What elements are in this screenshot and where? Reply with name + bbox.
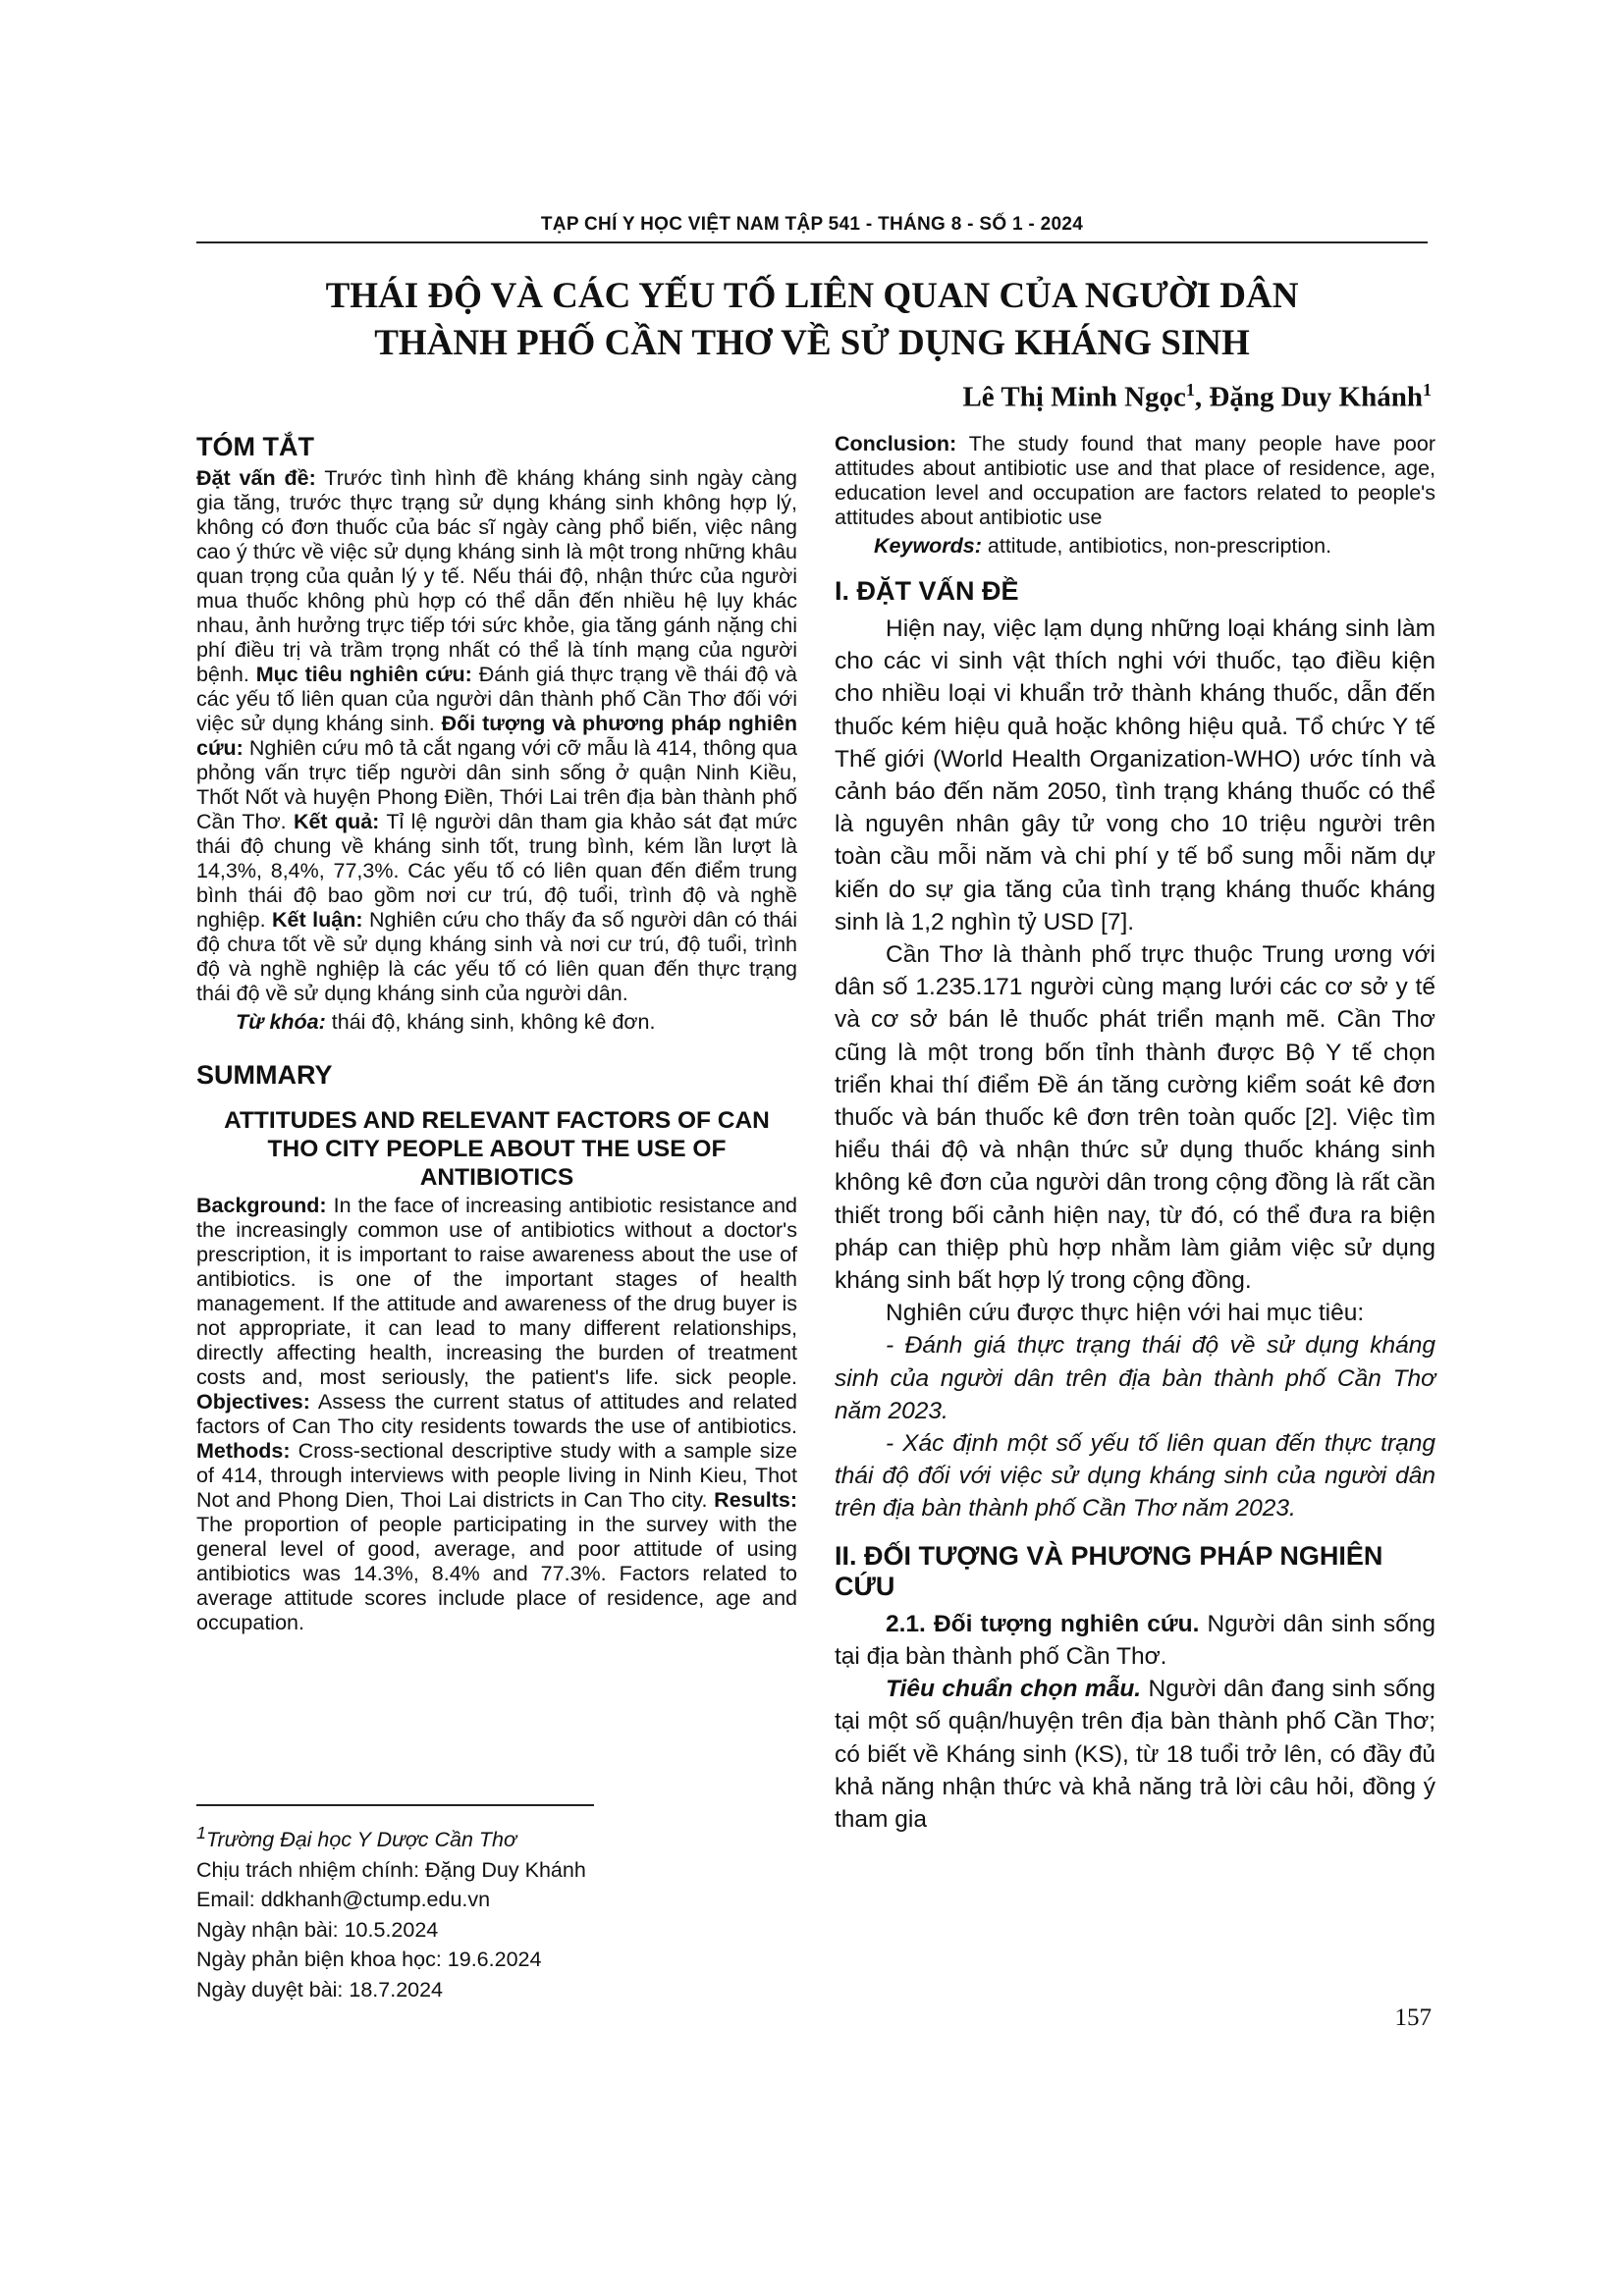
paragraph <box>835 1673 1435 1836</box>
abstract-text: In the face of increasing antibiotic resistance and the increasingly common use of antibiotics without a doctor's prescription, it is important to raise awareness about the use of antibiotics. is one of the important stages of health management. If the attitude and awareness of the drug buyer is not appropriate, it can lead to many different relationships, directly affecting health, increasing the burden of treatment costs and, most seriously, the patient's life. sick people. <box>196 1194 797 1389</box>
paragraph: Nghiên cứu được thực hiện với hai mục tiêu: <box>886 1300 1365 1327</box>
accepted-date: Ngày duyệt bài: 18.7.2024 <box>196 1977 444 2002</box>
abstract-label: Conclusion: <box>835 432 957 455</box>
affiliation-text: Trường Đại học Y Dược Cần Thơ <box>205 1828 516 1852</box>
abstract-label: Methods: <box>196 1439 291 1463</box>
page-number: 157 <box>1394 2004 1432 2031</box>
abstract-en-body <box>196 1194 797 1635</box>
affiliation-note <box>196 1818 797 1855</box>
affiliation-mark: 1 <box>196 1823 206 1842</box>
abstract-text: Trước tình hình đề kháng kháng sinh ngày càng gia tăng, trước thực trạng sử dụng kháng sinh không hợp lý, không có đơn thuốc của bác sĩ ngày càng phổ biến, việc nâng cao ý thức về việc sử dụng kháng sinh là một trong những khâu quan trọng của quản lý y tế. Nếu thái độ, nhận thức của người mua thuốc không phù hợp có thể dẫn đến nhiều hệ lụy khác nhau, ảnh hưởng trực tiếp tới sức khỏe, gia tăng gánh nặng chi phí điều trị và trầm trọng nhất có thể là tính mạng của người bệnh. <box>196 466 798 686</box>
left-column <box>196 432 797 1635</box>
abstract-vi-body <box>196 466 797 1006</box>
abstract-text: Tỉ lệ người dân tham gia khảo sát đạt mức thái độ chung về kháng sinh tốt, trung bình, kém lần lượt là 14,3%, 8,4%, 77,3%. Các yếu tố có liên quan đến điểm trung bình thái độ bao gồm nơi cư trú, độ tuổi, trình độ và nghề nghiệp. <box>196 810 798 932</box>
footnotes <box>196 1818 797 2004</box>
title-line-1: THÁI ĐỘ VÀ CÁC YẾU TỐ LIÊN QUAN CỦA NGƯỜI DÂN <box>325 276 1299 316</box>
abstract-text: Nghiên cứu cho thấy đa số người dân có thái độ chưa tốt về sử dụng kháng sinh và nơi cư trú, độ tuổi, trình độ và nghề nghiệp là các yếu tố có liên quan đến thực trạng thái độ về sử dụng kháng sinh của người dân. <box>196 908 797 1005</box>
corresponding-author: Chịu trách nhiệm chính: Đặng Duy Khánh <box>196 1857 586 1882</box>
abstract-label: Đặt vấn đề: <box>196 466 316 490</box>
author-name: Lê Thị Minh Ngọc <box>962 381 1186 413</box>
abstract-label: Background: <box>196 1194 327 1217</box>
abstract-text: The study found that many people have poor attitudes about antibiotic use and that place of residence, age, education level and occupation are factors related to people's attitudes about antibiotic use <box>835 432 1435 529</box>
keywords-text: thái độ, kháng sinh, không kê đơn. <box>325 1010 656 1034</box>
title-line-2: THÀNH PHỐ CẦN THƠ VỀ SỬ DỤNG KHÁNG SINH <box>374 323 1250 363</box>
subsection-label: 2.1. Đối tượng nghiên cứu. <box>886 1610 1200 1637</box>
article-title <box>196 273 1428 367</box>
right-column <box>835 432 1435 1836</box>
abstract-en-continued <box>835 432 1435 530</box>
keywords-label: Từ khóa: <box>236 1010 326 1034</box>
header-divider <box>196 241 1428 243</box>
abstract-label: Mục tiêu nghiên cứu: <box>255 663 472 686</box>
paragraph <box>835 1608 1435 1673</box>
section-2-heading: II. ĐỐI TƯỢNG VÀ PHƯƠNG PHÁP NGHIÊN CỨU <box>835 1540 1383 1601</box>
abstract-label: Kết luận: <box>272 908 363 932</box>
author-separator: , <box>1194 381 1210 413</box>
author-affiliation-mark: 1 <box>1423 380 1432 400</box>
abstract-en-heading: SUMMARY <box>196 1060 333 1090</box>
criteria-label: Tiêu chuẩn chọn mẫu. <box>886 1676 1142 1703</box>
abstract-text: Đánh giá thực trạng về thái độ và các yếu tố liên quan của người dân thành phố Cần Thơ đối với việc sử dụng kháng sinh. <box>196 663 797 735</box>
abstract-text: The proportion of people participating in the survey with the general level of good, average, and poor attitude of using antibiotics was 14.3%, 8.4% and 77.3%. Factors related to average attitude scores include place of residence, age and occupation. <box>196 1513 797 1634</box>
abstract-text: Cross-sectional descriptive study with a sample size of 414, through interviews with people living in Ninh Kieu, Thot Not and Phong Dien, Thoi Lai districts in Can Tho city. <box>196 1439 797 1512</box>
keywords-text: attitude, antibiotics, non-prescription. <box>981 534 1332 558</box>
abstract-text: Assess the current status of attitudes and related factors of Can Tho city residents towards the use of antibiotics. <box>196 1390 797 1438</box>
paragraph: Cần Thơ là thành phố trực thuộc Trung ương với dân số 1.235.171 người cùng mạng lưới các cơ sở y tế và cơ sở bán lẻ thuốc phát triển mạnh mẽ. Cần Thơ cũng là một trong bốn tỉnh thành được Bộ Y tế chọn triển khai thí điểm Đề án tăng cường kiểm soát kê đơn thuốc và bán thuốc kê đơn trên toàn quốc [2]. Việc tìm hiểu thái độ và nhận thức sử dụng thuốc kháng sinh không kê đơn của người dân trong cộng đồng là rất cần thiết trong bối cảnh hiện nay, từ đó, có thể đưa ra biện pháp can thiệp phù hợp nhằm làm giảm việc sử dụng kháng sinh bất hợp lý trong cộng đồng. <box>835 941 1435 1295</box>
abstract-text: Nghiên cứu mô tả cắt ngang với cỡ mẫu là 414, thông qua phỏng vấn trực tiếp người dân sinh sống ở quận Ninh Kiều, Thốt Nốt và huyện Phong Điền, Thới Lai trên địa bàn thành phố Cần Thơ. <box>196 736 797 833</box>
paragraph-text: Người dân sinh sống tại địa bàn thành phố Cần Thơ. <box>835 1610 1435 1670</box>
paragraph-text: Người dân đang sinh sống tại một số quận/huyện trên địa bàn thành phố Cần Thơ; có biết về Kháng sinh (KS), từ 18 tuổi trở lên, có đầy đủ khả năng nhận thức và khả năng trả lời câu hỏi, đồng ý tham gia <box>835 1676 1435 1833</box>
english-title: ATTITUDES AND RELEVANT FACTORS OF CAN THO CITY PEOPLE ABOUT THE USE OF ANTIBIOTICS <box>224 1107 770 1191</box>
objective-item: - Xác định một số yếu tố liên quan đến thực trạng thái độ đối với việc sử dụng kháng sinh của người dân trên địa bàn thành phố Cần Thơ năm 2023. <box>835 1430 1435 1522</box>
running-header: TẠP CHÍ Y HỌC VIỆT NAM TẬP 541 - THÁNG 8 - SỐ 1 - 2024 <box>540 214 1084 235</box>
footnote-divider <box>196 1804 594 1806</box>
received-date: Ngày nhận bài: 10.5.2024 <box>196 1917 439 1942</box>
abstract-label: Objectives: <box>196 1390 310 1414</box>
email-note: Email: ddkhanh@ctump.edu.vn <box>196 1888 491 1912</box>
author-name: Đặng Duy Khánh <box>1209 381 1423 413</box>
author-affiliation-mark: 1 <box>1185 380 1195 400</box>
abstract-vi-heading: TÓM TẮT <box>196 432 314 461</box>
abstract-label: Kết quả: <box>293 810 380 833</box>
section-1-heading: I. ĐẶT VẤN ĐỀ <box>835 576 1019 606</box>
paragraph: Hiện nay, việc lạm dụng những loại kháng sinh làm cho các vi sinh vật thích nghi với thuốc, tạo điều kiện cho nhiều loại vi khuẩn trở thành kháng thuốc, dẫn đến thuốc kém hiệu quả hoặc không hiệu quả. Tổ chức Y tế Thế giới (World Health Organization-WHO) ước tính và cảnh báo đến năm 2050, tình trạng kháng thuốc có thể là nguyên nhân gây tử vong cho 10 triệu người trên toàn cầu mỗi năm và chi phí y tế bổ sung mỗi năm dự kiến do sự gia tăng của tình trạng kháng thuốc kháng sinh là 1,2 nghìn tỷ USD [7]. <box>835 615 1435 935</box>
review-date: Ngày phản biện khoa học: 19.6.2024 <box>196 1948 542 1972</box>
keywords-en <box>835 534 1435 559</box>
objective-item: - Đánh giá thực trạng thái độ về sử dụng kháng sinh của người dân trên địa bàn thành phố Cần Thơ năm 2023. <box>835 1332 1435 1424</box>
keywords-vi <box>196 1010 797 1035</box>
author-list <box>962 380 1432 414</box>
abstract-label: Results: <box>714 1488 797 1512</box>
abstract-label: Đối tượng và phương pháp nghiên cứu: <box>196 712 797 760</box>
keywords-label: Keywords: <box>874 534 982 558</box>
